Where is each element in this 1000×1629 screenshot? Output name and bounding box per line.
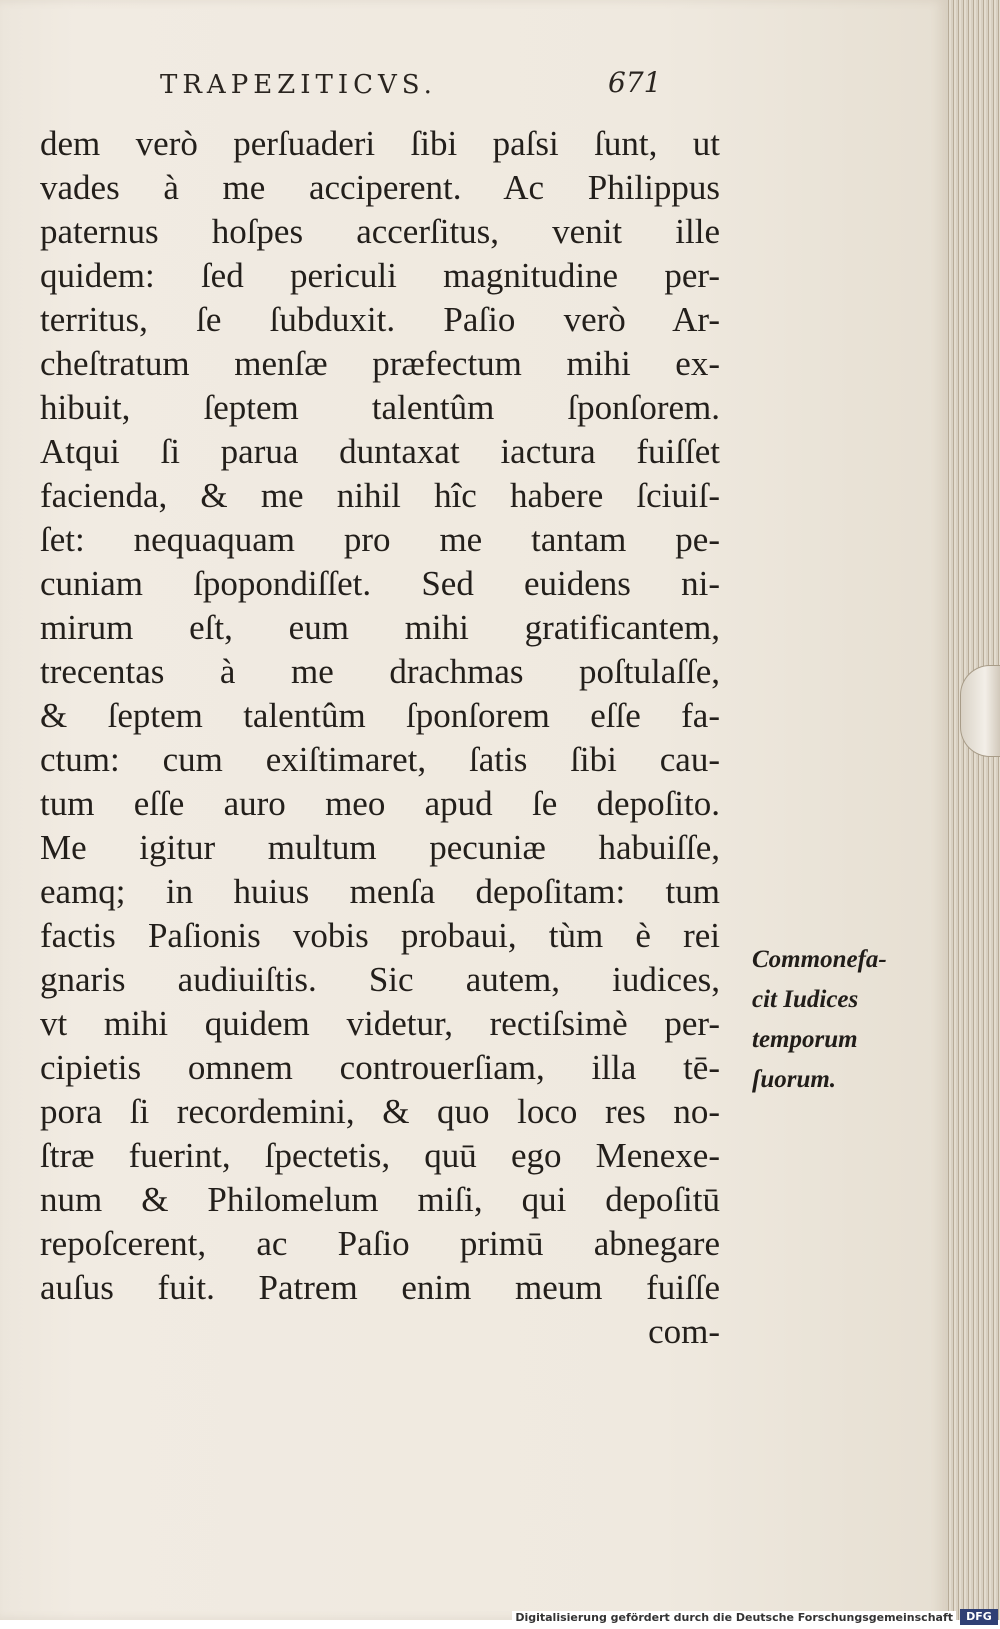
text-line: gnaris audiuiſtis. Sic autem, iudices, [40, 960, 720, 999]
page-header [160, 66, 720, 106]
text-line: ctum: cum exiſtimaret, ſatis ſibi cau- [40, 740, 720, 779]
text-line: factis Paſionis vobis probaui, tùm è rei [40, 916, 720, 955]
text-line: & ſeptem talentûm ſponſorem eſſe fa- [40, 696, 720, 735]
text-line: com- [648, 1312, 720, 1351]
text-line: repoſcerent, ac Paſio primū abnegare [40, 1224, 720, 1263]
text-line: facienda, & me nihil hîc habere ſciuiſ- [40, 476, 720, 515]
text-line: ſet: nequaquam pro me tantam pe- [40, 520, 720, 559]
margin-note [752, 940, 902, 1100]
text-line: eamq; in huius menſa depoſitam: tum [40, 872, 720, 911]
text-line: cipietis omnem controuerſiam, illa tē- [40, 1048, 720, 1087]
text-line: hibuit, ſeptem talentûm ſponſorem. [40, 388, 720, 427]
text-line: territus, ſe ſubduxit. Paſio verò Ar- [40, 300, 720, 339]
margin-note-line: cit Iudices [752, 986, 859, 1013]
text-line: tum eſſe auro meo apud ſe depoſito. [40, 784, 720, 823]
text-line: ſtræ fuerint, ſpectetis, quū ego Menexe- [40, 1136, 720, 1175]
text-line: trecentas à me drachmas poſtulaſſe, [40, 652, 720, 691]
page-number: 671 [608, 66, 662, 99]
margin-note-line: ſuorum. [752, 1066, 837, 1093]
margin-note-line: temporum [752, 1026, 858, 1053]
text-line: quidem: ſed periculi magnitudine per- [40, 256, 720, 295]
digitization-credit: Digitalisierung gefördert durch die Deutsche Forschungsgemeinschaft [512, 1611, 956, 1624]
text-line: mirum eſt, eum mihi gratificantem, [40, 608, 720, 647]
text-line: vades à me acciperent. Ac Philippus [40, 168, 720, 207]
running-title: TRAPEZITICVS. [160, 70, 437, 100]
text-line: cuniam ſpopondiſſet. Sed euidens ni- [40, 564, 720, 603]
page-edges [946, 0, 1000, 1620]
text-line: paternus hoſpes accerſitus, venit ille [40, 212, 720, 251]
dfg-logo: DFG [960, 1609, 998, 1625]
page-clip [960, 665, 1000, 757]
body-text [40, 122, 720, 1354]
text-line: pora ſi recordemini, & quo loco res no- [40, 1092, 720, 1131]
text-line: Me igitur multum pecuniæ habuiſſe, [40, 828, 720, 867]
margin-note-line: Commonefa- [752, 946, 887, 973]
text-line: vt mihi quidem videtur, rectiſsimè per- [40, 1004, 720, 1043]
text-line: Atqui ſi parua duntaxat iactura fuiſſet [40, 432, 720, 471]
text-line: num & Philomelum miſi, qui depoſitū [40, 1180, 720, 1219]
text-line: auſus fuit. Patrem enim meum fuiſſe [40, 1268, 720, 1307]
text-line: cheſtratum menſæ præfectum mihi ex- [40, 344, 720, 383]
text-line: dem verò perſuaderi ſibi paſsi ſunt, ut [40, 124, 720, 163]
